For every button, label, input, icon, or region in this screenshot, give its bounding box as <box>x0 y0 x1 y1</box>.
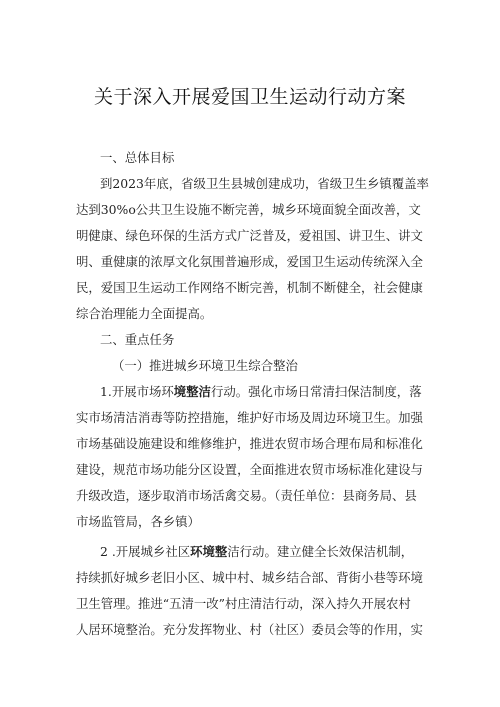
paragraph-line: 到2023年底，省级卫生县城创建成功，省级卫生乡镇覆盖率 <box>100 176 429 191</box>
paragraph-line: 市场监管局，各乡镇） <box>76 514 200 529</box>
section-heading-key-tasks: 二、重点任务 <box>100 332 175 347</box>
paragraph-line: 明健康、绿色环保的生活方式广泛普及，爱祖国、讲卫生、讲文 <box>76 228 423 243</box>
item1-prefix: 1.开展市场环 <box>100 384 174 399</box>
paragraph-line: 升级改造，逐步取消市场活禽交易。（责任单位：县商务局、县 <box>76 488 417 503</box>
paragraph-line: 卫生管理。推进“五清一改”村庄清洁行动，深入持久开展农村 <box>76 596 411 611</box>
paragraph-line: 达到30%o公共卫生设施不断完善，城乡环境面貌全面改善，文 <box>76 202 421 217</box>
paragraph-line: 人居环境整治。充分发挥物业、村（社区）委员会等的作用，实 <box>76 622 423 637</box>
item2-suffix: 洁行动。建立健全长效保洁机制， <box>227 544 414 559</box>
item1-bold-text: 境整洁 <box>173 384 211 399</box>
paragraph-line: 民，爱国卫生运动工作网络不断完善，机制不断健全，社会健康 <box>76 280 423 295</box>
item2-first-line <box>100 542 413 560</box>
item1-suffix: 行动。强化市场日常清扫保洁制度，落 <box>210 384 422 399</box>
item2-prefix: 2 .开展城乡社区 <box>100 544 191 559</box>
paragraph-line: 综合治理能力全面提高。 <box>76 306 213 321</box>
paragraph-line: 持续抓好城乡老旧小区、城中村、城乡结合部、背街小巷等环境 <box>76 570 423 585</box>
paragraph-line: 实市场清洁消毒等防控措施，维护好市场及周边环境卫生。加强 <box>76 410 423 425</box>
paragraph-line: 明、重健康的浓厚文化氛围普遍形成，爱国卫生运动传统深入全 <box>76 254 423 269</box>
paragraph-line: 建设，规范市场功能分区设置，全面推进农贸市场标准化建设与 <box>76 462 423 477</box>
item2-bold-text: 环境整 <box>190 544 228 559</box>
paragraph-line: 市场基础设施建设和维修维护，推进农贸市场合理布局和标准化 <box>76 436 423 451</box>
item1-first-line <box>100 382 422 400</box>
section-heading-overall-goal: 一、总体目标 <box>100 150 175 165</box>
subsection-heading: （一）推进城乡环境卫生综合整治 <box>112 358 298 373</box>
document-title: 关于深入开展爱国卫生运动行动方案 <box>93 86 406 108</box>
